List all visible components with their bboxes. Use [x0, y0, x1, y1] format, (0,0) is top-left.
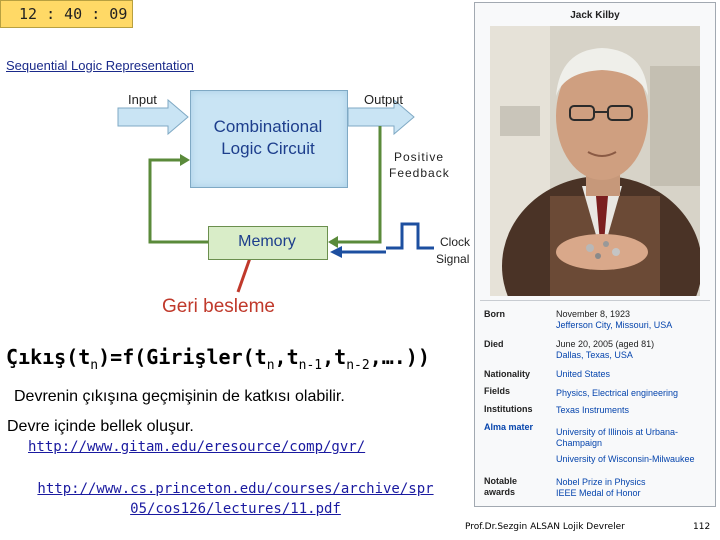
comb-line-1: Combinational	[213, 117, 323, 136]
clock-arrowhead	[330, 246, 342, 258]
page-number: 112	[693, 522, 711, 532]
alma-mater-2[interactable]: Champaign	[556, 438, 603, 448]
clock-label-line-2: Signal	[436, 252, 470, 266]
alma-mater-3[interactable]: University of Wisconsin-Milwaukee	[556, 454, 695, 464]
body-line-1: Devrenin çıkışına geçmişinin de katkısı olabilir.	[14, 388, 345, 405]
geri-besleme-pointer	[238, 258, 250, 292]
awards-value	[556, 477, 712, 499]
princeton-link-line-1[interactable]: http://www.cs.princeton.edu/courses/archive/spr	[37, 481, 434, 497]
eq-part-5: ,….))	[369, 345, 430, 369]
eq-part-4: ,t	[322, 345, 347, 369]
gitam-link[interactable]: http://www.gitam.edu/eresource/comp/gvr/	[28, 439, 366, 455]
output-label: Output	[364, 92, 404, 107]
timer-display: 12 : 40 : 09	[0, 0, 133, 28]
died-label: Died	[484, 339, 504, 349]
eq-sub-4: n-2	[346, 358, 370, 373]
born-place-link[interactable]: Jefferson City, Missouri, USA	[556, 320, 673, 330]
memory-label: Memory	[238, 233, 296, 250]
clock-waveform	[386, 224, 434, 248]
clock-label-line-1: Clock	[440, 235, 471, 249]
fields-label: Fields	[484, 386, 511, 396]
eq-part-3: ,t	[274, 345, 299, 369]
alma-mater-1[interactable]: University of Illinois at Urbana-	[556, 427, 679, 437]
infobox-name: Jack Kilby	[570, 10, 620, 21]
nationality-link[interactable]: United States	[556, 369, 611, 379]
died-value	[556, 339, 712, 361]
footer-author: Prof.Dr.Sezgin ALSAN Lojik Devreler	[465, 522, 625, 532]
died-place-link[interactable]: Dallas, Texas, USA	[556, 350, 633, 360]
output-equation	[6, 345, 430, 373]
eq-sub-1: n	[90, 358, 99, 373]
eq-sub-3: n-1	[298, 358, 323, 373]
combinational-logic-label	[190, 116, 346, 160]
infobox-divider	[480, 300, 710, 301]
diagram-title: Sequential Logic Representation	[6, 58, 194, 73]
born-value	[556, 309, 712, 331]
alma-mater-label[interactable]: Alma mater	[484, 422, 534, 432]
awards-label-2: awards	[484, 487, 516, 497]
alma-mater-value	[556, 427, 712, 465]
positive-feedback-line-2: Feedback	[389, 166, 450, 180]
award-ieee[interactable]: IEEE Medal of Honor	[556, 488, 641, 498]
body-line-2: Devre içinde bellek oluşur.	[7, 418, 194, 435]
princeton-link-line-2[interactable]: 05/cos126/lectures/11.pdf	[130, 501, 341, 517]
eq-sub-2: n	[266, 358, 275, 373]
eq-part-1: Çıkış(t	[6, 345, 91, 369]
feedback-arrowhead-memory	[328, 236, 338, 248]
nationality-label: Nationality	[484, 369, 531, 379]
eq-part-2: )=f(Girişler(t	[98, 345, 267, 369]
institutions-label: Institutions	[484, 404, 533, 414]
died-date: June 20, 2005 (aged 81)	[556, 339, 655, 349]
positive-feedback-line-1: Positive	[394, 150, 445, 164]
feedback-arrowhead-comb	[180, 154, 190, 166]
fields-link[interactable]: Physics, Electrical engineering	[556, 388, 679, 398]
award-nobel[interactable]: Nobel Prize in Physics	[556, 477, 646, 487]
born-label: Born	[484, 309, 505, 319]
awards-label	[484, 476, 517, 498]
awards-label-1: Notable	[484, 476, 518, 486]
princeton-link[interactable]	[8, 479, 463, 519]
geri-besleme-label: Geri besleme	[162, 296, 275, 317]
input-label: Input	[128, 92, 157, 107]
institutions-link[interactable]: Texas Instruments	[556, 405, 630, 415]
jack-kilby-photo	[490, 26, 700, 296]
comb-line-2: Logic Circuit	[221, 139, 315, 158]
born-date: November 8, 1923	[556, 309, 631, 319]
